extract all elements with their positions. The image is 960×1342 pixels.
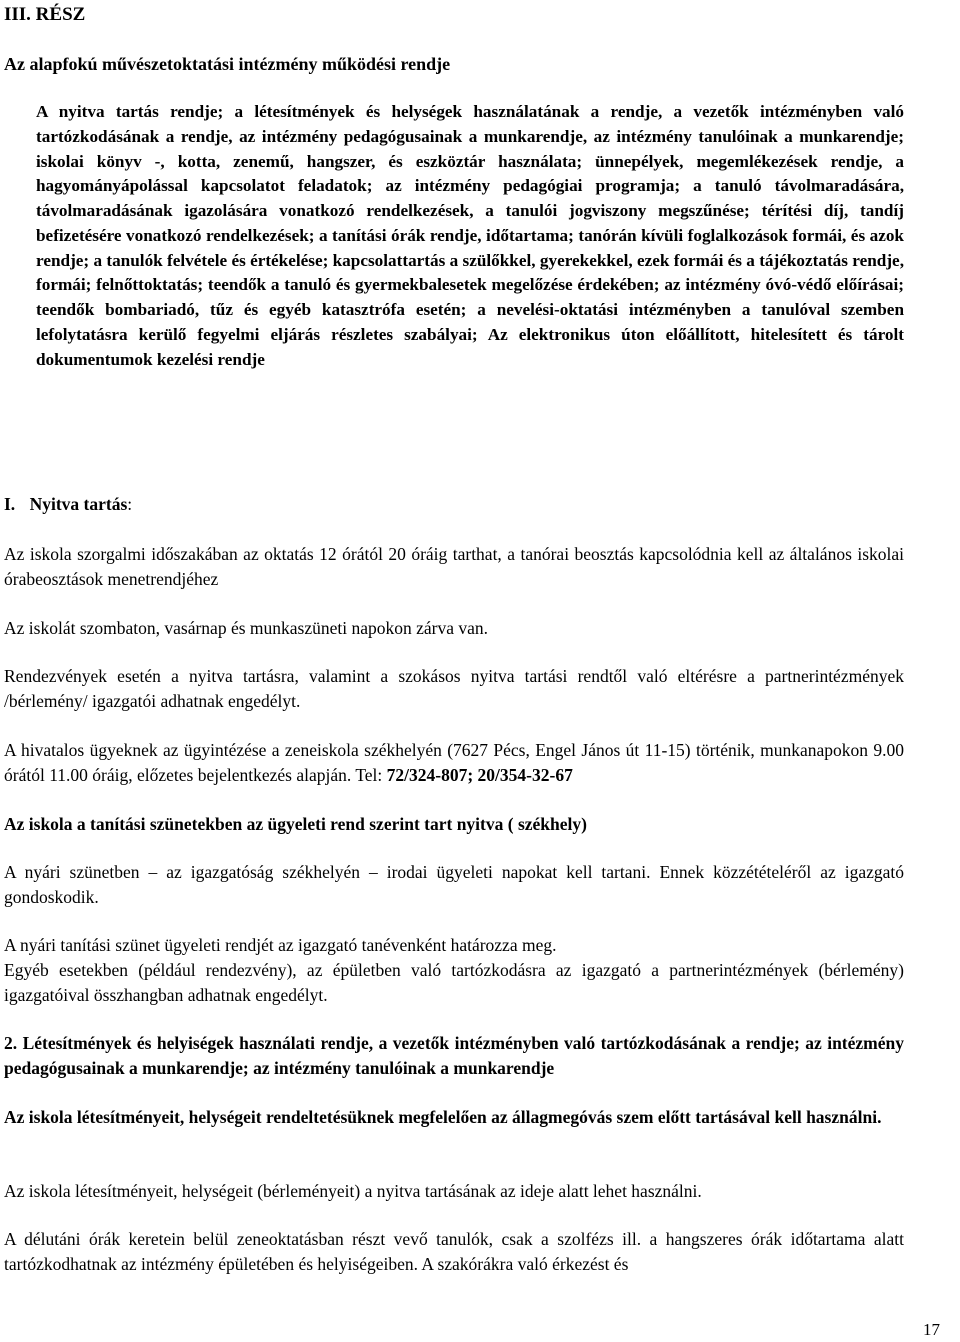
paragraph-summer-schedule: A nyári tanítási szünet ügyeleti rendjét az igazgató tanévenként határozza meg. bbox=[4, 935, 557, 955]
page-number: 17 bbox=[923, 1320, 940, 1339]
part-title: III. RÉSZ bbox=[4, 4, 86, 25]
heading-facility-use: Az iskola létesítményeit, helységeit rendeltetésüknek megfelelően az állagmegóvás szem előtt tartásával kell használni. bbox=[4, 1107, 882, 1127]
paragraph-events: Rendezvények esetén a nyitva tartásra, valamint a szokásos nyitva tartási rendtől való eltérésre a partnerintézmények /bérlemény/ igazgatói adhatnak engedélyt. bbox=[4, 666, 904, 711]
section-1-heading bbox=[4, 492, 904, 517]
section-1-colon: : bbox=[127, 494, 133, 514]
paragraph-afternoon-lessons: A délutáni órák keretein belül zeneoktatásban részt vevő tanulók, csak a szolfézs ill. a hangszeres órák időtartama alatt tartózkodhatnak az intézmény épületében és helyiségeiben. A szakórákra való érkezést és bbox=[4, 1229, 904, 1274]
paragraph-opening-hours: Az iskola szorgalmi időszakában az oktatás 12 órától 20 óráig tarthat, a tanórai beosztás kapcsolódnia kell az általános iskolai órabeosztások menetrendjéhez bbox=[4, 544, 904, 589]
paragraph-other-cases: Egyéb esetekben (például rendezvény), az épületben való tartózkodásra az igazgató a partnerintézmények (bérlemény) igazgatóival összhangban adhatnak engedélyt. bbox=[4, 960, 904, 1005]
paragraph-closed-days: Az iskolát szombaton, vasárnap és munkaszüneti napokon zárva van. bbox=[4, 618, 489, 638]
section-1-number: I. bbox=[4, 494, 16, 514]
paragraph-office-hours bbox=[4, 738, 904, 788]
summary-paragraph: A nyitva tartás rendje; a létesítmények és helységek használatának a rendje, a vezetők intézményben való tartózkodásának a rendje, az intézmény pedagógusainak a munkarendje, az intézmény tanulóinak a munkarendje; iskolai könyv -, kotta, zenemű, hangszer, és eszköztár használata; ünnepélyek, megemlékezések rendje, a hagyományápolással kapcsolatot feladatok; az intézmény pedagógiai programja; a tanuló távolmaradására, távolmaradásának igazolására vonatkozó rendelkezések, a tanulói jogviszony megszűnése; térítési díj, tandíj befizetésére vonatkozó rendelkezések; a tanítási órák rendje, időtartama; tanórán kívüli foglalkozások formái, és azok rendje; a tanulók felvétele és értékelése; kapcsolattartás a szülőkkel, gyerekekkel, ezek formái és a tájékoztatás rendje, formái; felnőttoktatás; teendők a tanuló és gyermekbalesetek megelőzése érdekében; az intézmény óvó-védő előírásai; teendők bombariadó, tűz és egyéb katasztrófa esetén; a nevelési-oktatási intézményben a tanulóval szemben lefolytatásra kerülő fegyelmi eljárás részletes szabályai; Az elektronikus úton előállított, hitelesített és tárolt dokumentumok kezelési rendje bbox=[36, 102, 904, 369]
section-1-title: Nyitva tartás bbox=[29, 494, 128, 514]
chapter-subtitle: Az alapfokú művészetoktatási intézmény működési rendje bbox=[4, 54, 451, 74]
paragraph-summer-break: A nyári szünetben – az igazgatóság székhelyén – irodai ügyeleti napokat kell tartani. Ennek közzétételéről az igazgató gondoskodik. bbox=[4, 862, 904, 907]
paragraph-facility-hours: Az iskola létesítményeit, helységeit (bérleményeit) a nyitva tartásának az ideje alatt lehet használni. bbox=[4, 1181, 702, 1201]
office-hours-text: A hivatalos ügyeknek az ügyintézése a zeneiskola székhelyén (7627 Pécs, Engel János út 11-15) történik, munkanapokon 9.00 órától 11.00 óráig, előzetes bejelentkezés alapján. Tel: bbox=[4, 740, 904, 785]
section-2-heading: 2. Létesítmények és helyiségek használati rendje, a vezetők intézményben való tartózkodásának a rendje; az intézmény pedagógusainak a munkarendje; az intézmény tanulóinak a munkarendje bbox=[4, 1033, 904, 1078]
heading-summer-duty: Az iskola a tanítási szünetekben az ügyeleti rend szerint tart nyitva ( székhely) bbox=[4, 814, 587, 834]
phone-numbers: 72/324-807; 20/354-32-67 bbox=[386, 764, 573, 785]
